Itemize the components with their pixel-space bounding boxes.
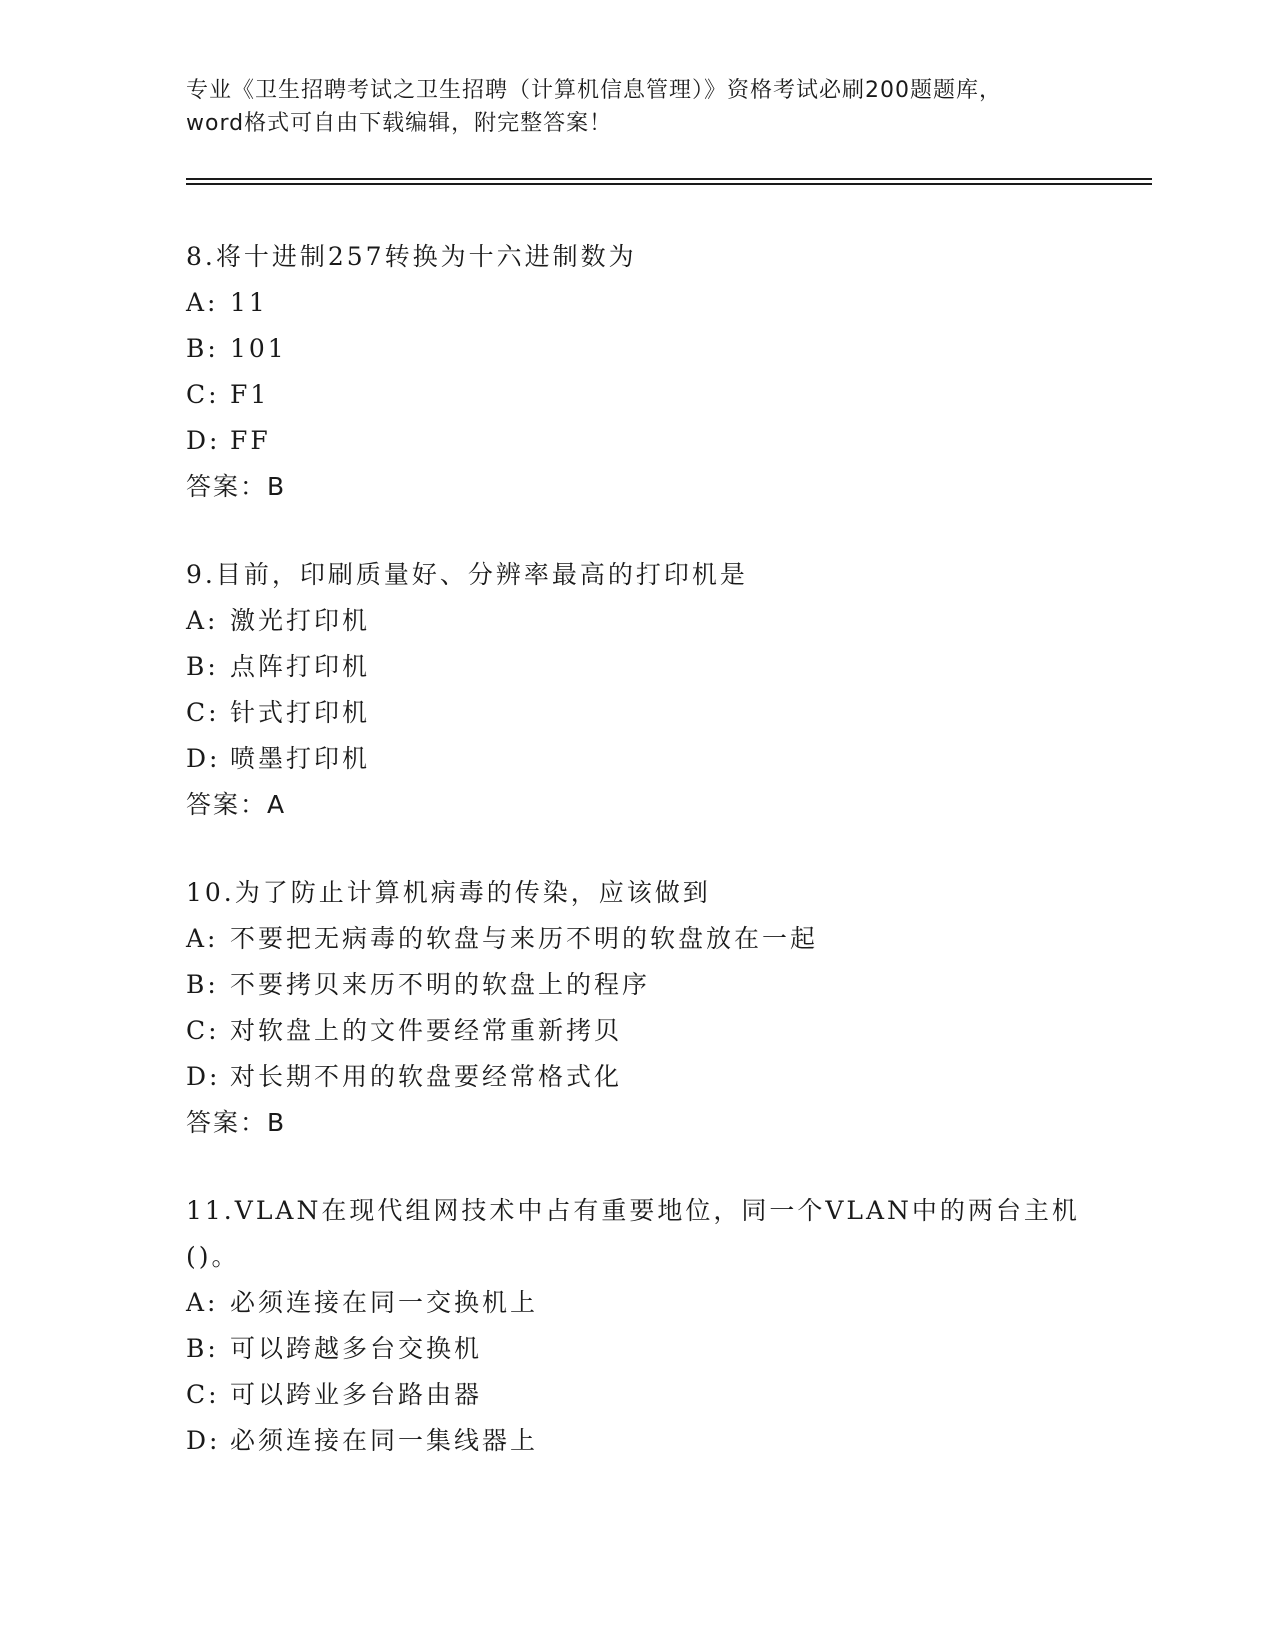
question-10 — [186, 870, 1086, 1146]
option-text: 点阵打印机 — [230, 652, 371, 681]
option-key: A: — [186, 924, 219, 953]
option-key: A: — [186, 288, 219, 317]
option-a — [186, 280, 1086, 326]
option-b — [186, 962, 1086, 1008]
option-text: FF — [230, 426, 271, 455]
option-text: 对长期不用的软盘要经常格式化 — [230, 1062, 623, 1091]
option-key: B: — [186, 1334, 219, 1363]
header-line-1: 专业《卫生招聘考试之卫生招聘（计算机信息管理）》资格考试必刷200题题库， — [186, 78, 1002, 103]
question-stem-line-2: ()。 — [186, 1242, 240, 1271]
answer-line: 答案：A — [186, 790, 287, 819]
option-text: 激光打印机 — [230, 606, 371, 635]
option-d — [186, 1054, 1086, 1100]
option-c — [186, 372, 1086, 418]
option-key: B: — [186, 334, 219, 363]
option-text: 101 — [230, 334, 287, 363]
header-divider-bottom — [186, 183, 1152, 185]
option-text: 喷墨打印机 — [230, 744, 371, 773]
option-text: 针式打印机 — [230, 698, 371, 727]
option-key: A: — [186, 1288, 219, 1317]
option-c — [186, 1008, 1086, 1054]
option-key: D: — [186, 744, 221, 773]
option-b — [186, 1326, 1086, 1372]
option-text: 不要把无病毒的软盘与来历不明的软盘放在一起 — [230, 924, 819, 953]
question-stem-line-1: 11.VLAN在现代组网技术中占有重要地位，同一个VLAN中的两台主机 — [186, 1196, 1080, 1225]
header-line-2: word格式可自由下载编辑，附完整答案！ — [186, 111, 613, 136]
option-text: F1 — [230, 380, 270, 409]
option-b — [186, 326, 1086, 372]
header-divider-top — [186, 178, 1152, 180]
option-key: C: — [186, 1380, 220, 1409]
option-text: 11 — [230, 288, 268, 317]
question-stem: 9.目前，印刷质量好、分辨率最高的打印机是 — [186, 560, 748, 589]
option-text: 可以跨越多台交换机 — [230, 1334, 483, 1363]
question-8 — [186, 234, 1086, 510]
option-text: 可以跨业多台路由器 — [230, 1380, 483, 1409]
option-text: 对软盘上的文件要经常重新拷贝 — [230, 1016, 623, 1045]
option-a — [186, 916, 1086, 962]
option-key: B: — [186, 970, 219, 999]
question-list — [186, 234, 1086, 1506]
option-d — [186, 1418, 1086, 1464]
option-c — [186, 690, 1086, 736]
option-d — [186, 736, 1086, 782]
option-key: B: — [186, 652, 219, 681]
question-stem: 10.为了防止计算机病毒的传染，应该做到 — [186, 878, 711, 907]
option-text: 必须连接在同一集线器上 — [230, 1426, 539, 1455]
option-c — [186, 1372, 1086, 1418]
option-b — [186, 644, 1086, 690]
answer-line: 答案：B — [186, 472, 287, 501]
option-text: 不要拷贝来历不明的软盘上的程序 — [230, 970, 651, 999]
option-key: D: — [186, 1062, 221, 1091]
question-9 — [186, 552, 1086, 828]
option-key: D: — [186, 426, 221, 455]
option-key: A: — [186, 606, 219, 635]
option-a — [186, 1280, 1086, 1326]
option-a — [186, 598, 1086, 644]
question-11 — [186, 1188, 1086, 1464]
option-d — [186, 418, 1086, 464]
option-key: D: — [186, 1426, 221, 1455]
question-stem: 8.将十进制257转换为十六进制数为 — [186, 242, 637, 271]
option-key: C: — [186, 380, 220, 409]
option-key: C: — [186, 1016, 220, 1045]
option-key: C: — [186, 698, 220, 727]
option-text: 必须连接在同一交换机上 — [230, 1288, 539, 1317]
answer-line: 答案：B — [186, 1108, 287, 1137]
document-header — [186, 74, 1086, 140]
